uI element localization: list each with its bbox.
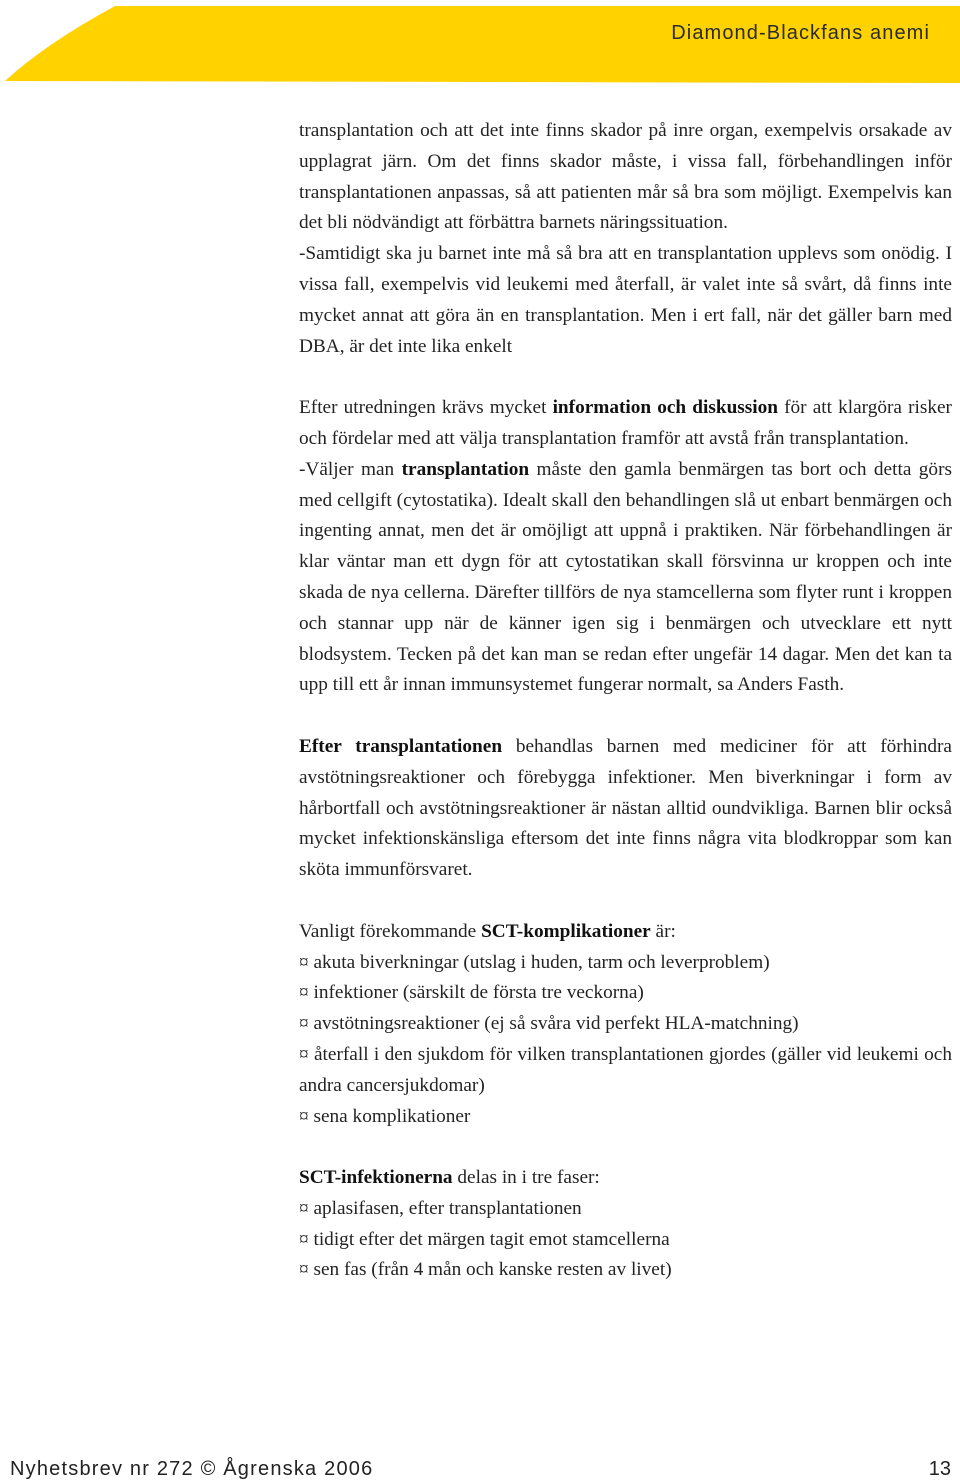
list-item: ¤ sena komplikationer [299, 1105, 471, 1127]
paragraph: Efter utredningen krävs mycket information och diskussion för att klargöra risker och fördelar med att välja transplantation framför att avstå från transplantation. [299, 397, 952, 449]
list-item: ¤ sen fas (från 4 mån och kanske resten av livet) [299, 1259, 672, 1281]
bullet-icon: ¤ [299, 1259, 309, 1281]
bullet-icon: ¤ [299, 1197, 309, 1219]
footer-publication: Nyhetsbrev nr 272 © Ågrenska 2006 [10, 1458, 374, 1480]
paragraph: -Väljer man transplantation måste den gamla benmärgen tas bort och detta görs med cellgift (cytostatika). Idealt skall den behandlingen slå ut enbart benmärgen och ingenting annat, men det är omöjligt att uppnå i praktiken. När förbehandlingen är klar väntar man ett dygn för att cytostatikan skall försvinna ur kroppen och inte skada de nya cellerna. Därefter tillförs de nya stamcellerna som flyter runt i kroppen och stannar upp när de känner igen sig i benmärgen och utvecklare ett nytt blodsystem. Tecken på det kan man se redan efter ungefär 14 dagar. Men det kan ta upp till ett år innan immunsystemet fungerar normalt, sa Anders Fasth. [299, 458, 952, 696]
page-number: 13 [928, 1458, 951, 1480]
paragraph: Efter transplantationen behandlas barnen med mediciner för att förhindra avstötningsreaktioner och förebygga infektioner. Men biverkningar i form av hårbortfall och avstötningsreaktioner är nästan alltid oundvikliga. Barnen blir också mycket infektionskänsliga eftersom det inte finns några vita blodkroppar som kan sköta immunförsvaret. [299, 735, 952, 881]
bullet-icon: ¤ [299, 951, 309, 973]
list-item: ¤ akuta biverkningar (utslag i huden, tarm och leverproblem) [299, 951, 770, 973]
bullet-icon: ¤ [299, 1013, 309, 1035]
list-item: ¤ avstötningsreaktioner (ej så svåra vid perfekt HLA-matchning) [299, 1013, 799, 1035]
list-item: ¤ infektioner (särskilt de första tre veckorna) [299, 982, 644, 1004]
paragraph: transplantation och att det inte finns skador på inre organ, exempelvis orsakade av upplagrat järn. Om det finns skador måste, i vissa fall, förbehandlingen inför transplantationen anpassas, så att patienten mår så bra som möjligt. Exempelvis kan det bli nödvändigt att förbättra barnets näringssituation. [299, 120, 952, 234]
article-body [299, 116, 952, 1286]
bullet-icon: ¤ [299, 1228, 309, 1250]
bullet-icon: ¤ [299, 1043, 309, 1065]
infections-intro: SCT-infektionerna delas in i tre faser: [299, 1167, 600, 1189]
paragraph: -Samtidigt ska ju barnet inte må så bra att en transplantation upplevs som onödig. I vissa fall, exempelvis vid leukemi med återfall, är valet inte så svårt, då finns inte mycket annat att göra än en transplantation. Men i ert fall, när det gäller barn med DBA, är det inte lika enkelt [299, 243, 952, 357]
bullet-icon: ¤ [299, 1105, 309, 1127]
bold-term: Efter transplantationen [299, 735, 503, 757]
bullet-icon: ¤ [299, 982, 309, 1004]
list-item: ¤ återfall i den sjukdom för vilken transplantationen gjordes (gäller vid leukemi och andra cancersjukdomar) [299, 1043, 952, 1096]
header-title: Diamond-Blackfans anemi [671, 22, 930, 44]
list-item: ¤ aplasifasen, efter transplantationen [299, 1197, 582, 1219]
list-item: ¤ tidigt efter det märgen tagit emot stamcellerna [299, 1228, 670, 1250]
bold-term: information och diskussion [552, 397, 779, 419]
bold-term: transplantation [401, 458, 530, 480]
bold-term: SCT-infektionerna [299, 1167, 453, 1189]
header-bar [5, 6, 960, 83]
complications-intro: Vanligt förekommande SCT-komplikationer är: [299, 920, 676, 942]
bold-term: SCT-komplikationer [481, 920, 651, 942]
